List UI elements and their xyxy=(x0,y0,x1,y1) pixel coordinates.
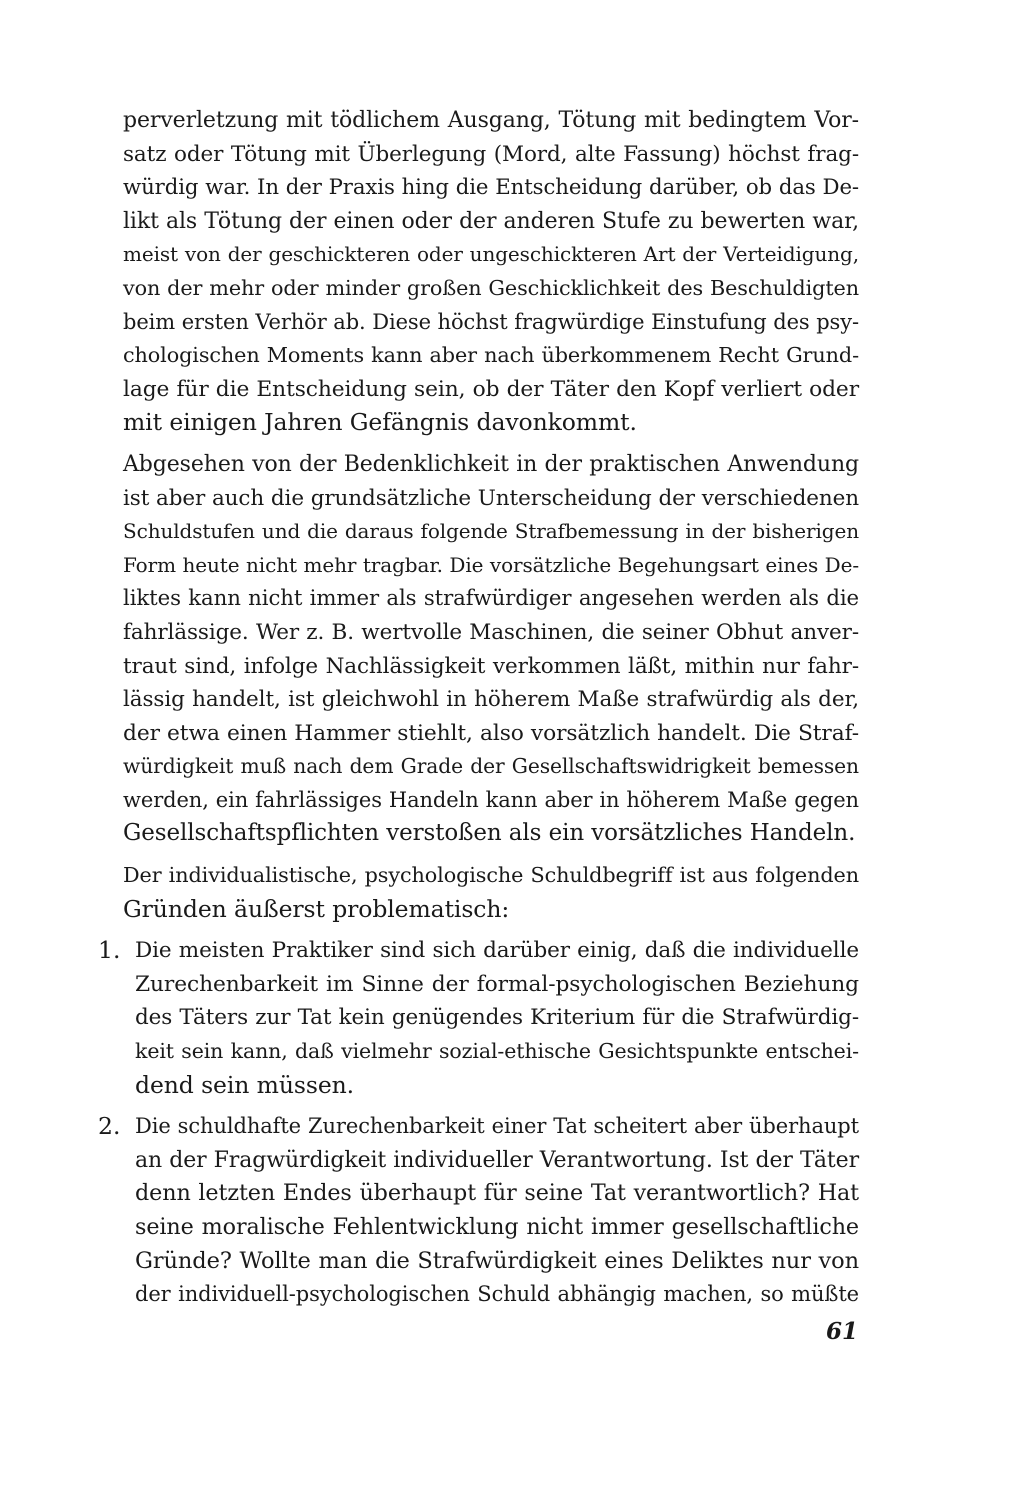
list-item xyxy=(98,1110,859,1312)
text-line: Form heute nicht mehr tragbar. Die vorsätzliche Begehungsart eines De- xyxy=(123,552,859,577)
text-line: likt als Tötung der einen oder der anderen Stufe zu bewerten war, xyxy=(123,208,859,234)
text-line: Die meisten Praktiker sind sich darüber einig, daß die individuelle xyxy=(135,938,859,964)
text-line: beim ersten Verhör ab. Diese höchst fragwürdige Einstufung des psy- xyxy=(123,309,859,334)
list-number: 1. xyxy=(98,936,121,965)
paragraph-3 xyxy=(123,859,859,926)
text-line: Gründen äußerst problematisch: xyxy=(123,894,510,923)
paragraph-2 xyxy=(123,448,859,851)
text-line: würdig war. In der Praxis hing die Entscheidung darüber, ob das De- xyxy=(123,175,859,201)
text-line: satz oder Tötung mit Überlegung (Mord, alte Fassung) höchst frag- xyxy=(123,141,859,167)
text-line: an der Fragwürdigkeit individueller Verantwortung. Ist der Täter xyxy=(135,1147,859,1173)
text-line: meist von der geschickteren oder ungeschickteren Art der Verteidigung, xyxy=(123,242,859,267)
text-line: liktes kann nicht immer als strafwürdiger angesehen werden als die xyxy=(123,586,859,612)
list-item xyxy=(98,934,859,1102)
text-line: Die schuldhafte Zurechenbarkeit einer Tat scheitert aber überhaupt xyxy=(135,1114,859,1139)
text-line: Gesellschaftspflichten verstoßen als ein vorsätzliches Handeln. xyxy=(123,820,856,847)
paragraph-gap xyxy=(123,851,859,859)
text-line: der individuell-psychologischen Schuld abhängig machen, so müßte xyxy=(135,1282,859,1307)
text-line: denn letzten Endes überhaupt für seine Tat verantwortlich? Hat xyxy=(135,1180,859,1207)
text-line: Gründe? Wollte man die Strafwürdigkeit eines Deliktes nur von xyxy=(135,1247,859,1274)
text-line: keit sein kann, daß vielmehr sozial-ethische Gesichtspunkte entschei- xyxy=(135,1039,859,1064)
text-line: Zurechenbarkeit im Sinne der formal-psychologischen Beziehung xyxy=(135,971,859,997)
text-line: ist aber auch die grundsätzliche Unterscheidung der verschiedenen xyxy=(123,485,859,511)
list-number: 2. xyxy=(98,1112,121,1141)
list-item-text xyxy=(135,934,859,1102)
text-line: perverletzung mit tödlichem Ausgang, Tötung mit bedingtem Vor- xyxy=(123,108,859,133)
text-line: Schuldstufen und die daraus folgende Strafbemessung in der bisherigen xyxy=(123,519,859,544)
text-line: seine moralische Fehlentwicklung nicht immer gesellschaftliche xyxy=(135,1214,859,1240)
text-line: traut sind, infolge Nachlässigkeit verkommen läßt, mithin nur fahr- xyxy=(123,653,859,679)
list-item-text xyxy=(135,1110,859,1312)
text-line: von der mehr oder minder großen Geschicklichkeit des Beschuldigten xyxy=(123,275,859,300)
text-line: der etwa einen Hammer stiehlt, also vorsätzlich handelt. Die Straf- xyxy=(123,720,859,746)
text-line: chologischen Moments kann aber nach überkommenem Recht Grund- xyxy=(123,343,859,368)
text-line: lage für die Entscheidung sein, ob der Täter den Kopf verliert oder xyxy=(123,376,859,402)
text-line: würdigkeit muß nach dem Grade der Gesellschaftswidrigkeit bemessen xyxy=(123,754,859,779)
paragraph-gap xyxy=(123,440,859,448)
paragraph-1 xyxy=(123,104,859,440)
paragraph-gap xyxy=(123,926,859,934)
text-line: Abgesehen von der Bedenklichkeit in der praktischen Anwendung xyxy=(123,451,859,477)
paragraph-gap xyxy=(123,1102,859,1110)
text-line: Der individualistische, psychologische Schuldbegriff ist aus folgenden xyxy=(123,863,859,888)
text-line: fahrlässige. Wer z. B. wertvolle Maschinen, die seiner Obhut anver- xyxy=(123,619,859,645)
text-line: dend sein müssen. xyxy=(135,1070,355,1099)
text-line: mit einigen Jahren Gefängnis davonkommt. xyxy=(123,408,637,437)
text-line: lässig handelt, ist gleichwohl in höherem Maße strafwürdig als der, xyxy=(123,687,859,713)
body-text xyxy=(98,104,859,1312)
text-line: des Täters zur Tat kein genügendes Kriterium für die Strafwürdig- xyxy=(135,1005,859,1031)
page-number: 61 xyxy=(826,1318,859,1345)
text-line: werden, ein fahrlässiges Handeln kann aber in höherem Maße gegen xyxy=(123,787,859,812)
